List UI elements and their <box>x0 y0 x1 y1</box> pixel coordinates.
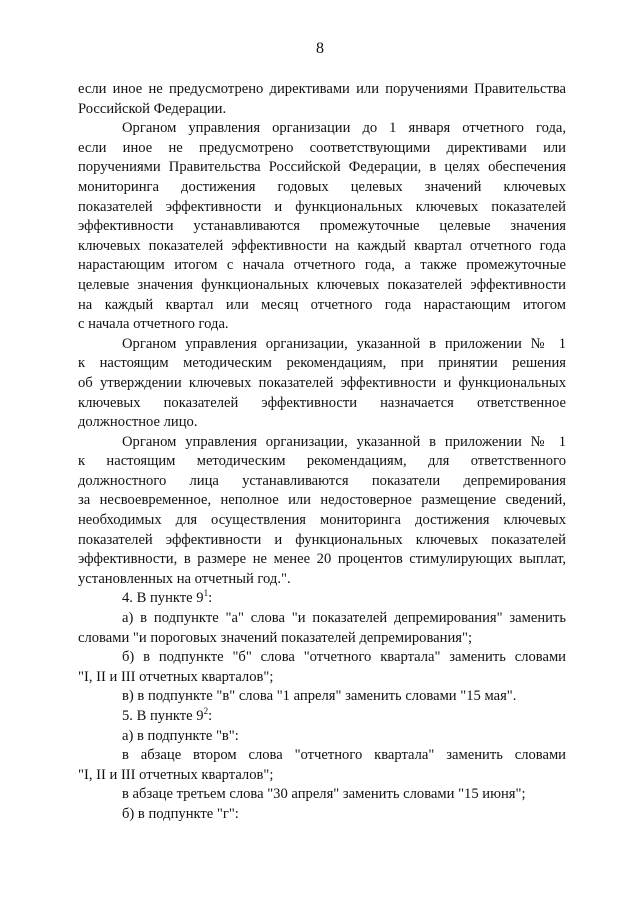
text-line: 5. В пункте $9^2$: <box>122 706 213 724</box>
text-line: если иное не предусмотрено соответствующими директивами или <box>78 139 566 156</box>
text-line: ключевых показателей эффективности на каждый квартал отчетного года <box>78 237 566 254</box>
text-line: если иное не предусмотрено директивами или поручениями Правительства <box>78 81 566 97</box>
text-line: а) в подпункте "а" слова "и показателей депремирования" заменить <box>122 610 566 627</box>
text-line: Органом управления организации, указанной в приложении № 1 <box>122 433 566 450</box>
text-line: Органом управления организации, указанной в приложении № 1 <box>122 335 566 352</box>
text-line: целевые значения функциональных ключевых показателей эффективности <box>78 276 566 293</box>
text-line: должностного лица устанавливаются показатели депремирования <box>78 472 566 489</box>
text-line: в абзаце третьем слова "30 апреля" заменить словами "15 июня"; <box>122 786 526 803</box>
text-line: об утверждении ключевых показателей эффективности и функциональных <box>78 374 566 391</box>
text-line: мониторинга достижения годовых целевых значений ключевых <box>78 178 566 195</box>
text-line: показателей эффективности и функциональных ключевых показателей <box>78 531 566 548</box>
text-line: в) в подпункте "в" слова "1 апреля" заменить словами "15 мая". <box>122 688 517 705</box>
text-line: Российской Федерации. <box>78 100 227 117</box>
superscript: 1 <box>203 588 209 599</box>
text-line: б) в подпункте "б" слова "отчетного квартала" заменить словами <box>122 649 566 666</box>
text-line: с начала отчетного года. <box>78 316 229 333</box>
text-line: словами "и пороговых значений показателей депремирования"; <box>78 629 473 646</box>
text-line: к настоящим методическим рекомендациям, для ответственного <box>78 453 566 470</box>
document-body <box>78 80 566 825</box>
text-line: эффективности, в размере не менее 20 процентов стимулирующих выплат, <box>78 551 566 568</box>
text-line: 4. В пункте $9^1$: <box>122 588 213 607</box>
text-line: "I, II и III отчетных кварталов"; <box>78 668 274 685</box>
text-line: в абзаце втором слова "отчетного квартала" заменить словами <box>122 747 566 764</box>
text-line: необходимых для осуществления мониторинга достижения ключевых <box>78 512 566 529</box>
text-line: на каждый квартал или месяц отчетного года нарастающим итогом <box>78 296 566 313</box>
text-line: показателей эффективности и функциональных ключевых показателей <box>78 198 566 215</box>
text-line: должностное лицо. <box>78 414 198 431</box>
text-line: "I, II и III отчетных кварталов"; <box>78 766 274 783</box>
superscript: 2 <box>203 706 209 717</box>
text-line: нарастающим итогом с начала отчетного года, а также промежуточные <box>78 257 566 274</box>
text-line: поручениями Правительства Российской Федерации, в целях обеспечения <box>78 159 566 176</box>
text-line: эффективности устанавливаются промежуточные целевые значения <box>78 218 566 235</box>
text-line: к настоящим методическим рекомендациям, при принятии решения <box>78 355 566 372</box>
text-line: б) в подпункте "г": <box>122 805 239 822</box>
text-line: а) в подпункте "в": <box>122 727 239 744</box>
text-line: ключевых показателей эффективности назначается ответственное <box>78 394 566 411</box>
page-number: 8 <box>316 40 324 57</box>
text-line: за несвоевременное, неполное или недостоверное размещение сведений, <box>78 492 566 509</box>
text-line: Органом управления организации до 1 января отчетного года, <box>122 120 566 137</box>
text-line: установленных на отчетный год.". <box>78 570 291 587</box>
